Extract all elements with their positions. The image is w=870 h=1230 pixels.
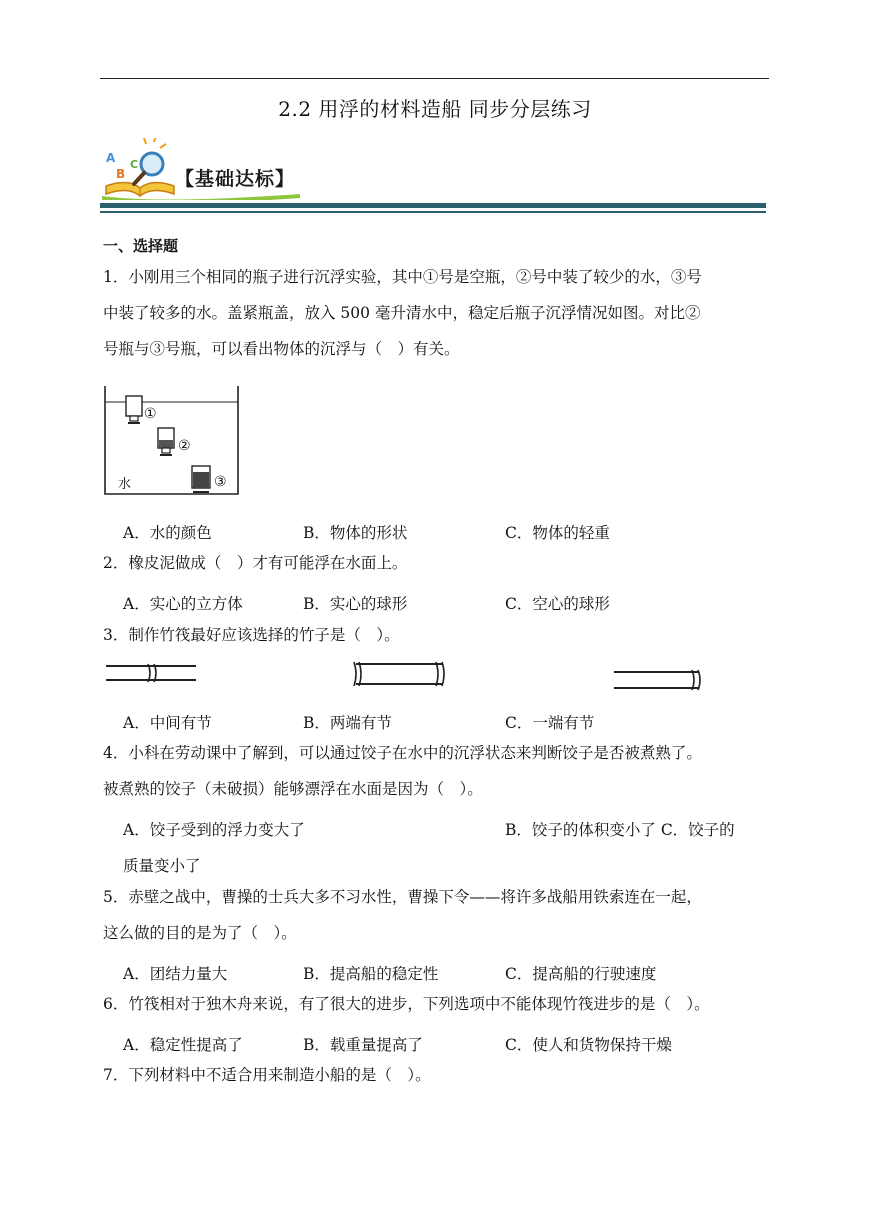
q5-line-2: 这么做的目的是为了（ ）。 (103, 924, 297, 942)
bottle-2-label: ② (178, 438, 191, 454)
q4-line-2: 被煮熟的饺子（未破损）能够漂浮在水面是因为（ ）。 (103, 780, 483, 798)
q5-line-1: 5．赤壁之战中，曹操的士兵大多不习水性，曹操下令——将许多战船用铁索连在一起， (103, 888, 702, 906)
bamboo-both-ends-node-icon (350, 658, 450, 692)
bottle-1-label: ① (144, 406, 157, 422)
bottle-3-icon (192, 466, 210, 492)
svg-text:B: B (116, 167, 126, 181)
section-rule (100, 203, 766, 208)
bottle-3-label: ③ (214, 474, 227, 490)
q3-line-1: 3．制作竹筏最好应该选择的竹子是（ ）。 (103, 626, 400, 644)
bamboo-middle-node-icon (104, 658, 200, 688)
q2-line-1: 2．橡皮泥做成（ ）才有可能浮在水面上。 (103, 554, 408, 572)
q6-line-1: 6．竹筏相对于独木舟来说，有了很大的进步，下列选项中不能体现竹筏进步的是（ ）。 (103, 995, 710, 1013)
q2-option-b[interactable]: B．实心的球形 (303, 595, 408, 613)
section-heading: 一、选择题 (103, 237, 179, 255)
q1-line-3: 号瓶与③号瓶，可以看出物体的沉浮与（ ）有关。 (103, 340, 460, 358)
bottle-2-icon (158, 428, 174, 455)
top-rule (100, 78, 769, 79)
page-title: 2.2 用浮的材料造船 同步分层练习 (278, 97, 592, 121)
q2-option-c[interactable]: C．空心的球形 (505, 595, 610, 613)
water-label: 水 (118, 477, 132, 492)
q2-option-a[interactable]: A．实心的立方体 (123, 595, 243, 613)
q5-option-b[interactable]: B．提高船的稳定性 (303, 965, 439, 983)
q6-option-a[interactable]: A．稳定性提高了 (123, 1036, 243, 1054)
q1-line-2: 中装了较多的水。盖紧瓶盖，放入 500 毫升清水中，稳定后瓶子沉浮情况如图。对比② (103, 304, 701, 322)
badge-letters: A (106, 151, 116, 165)
q5-option-c[interactable]: C．提高船的行驶速度 (505, 965, 657, 983)
q4-option-b-c[interactable]: B．饺子的体积变小了 C．饺子的 (505, 821, 735, 839)
q4-option-a[interactable]: A．饺子受到的浮力变大了 (123, 821, 305, 839)
q6-option-b[interactable]: B．载重量提高了 (303, 1036, 423, 1054)
bottle-experiment-figure (102, 380, 242, 500)
q4-option-c-continued[interactable]: 质量变小了 (123, 857, 201, 875)
bottle-1-icon (126, 396, 142, 423)
q1-option-a[interactable]: A．水的颜色 (123, 524, 212, 542)
q1-line-1: 1．小刚用三个相同的瓶子进行沉浮实验，其中①号是空瓶，②号中装了较少的水，③号 (103, 268, 702, 286)
svg-text:C: C (130, 158, 139, 171)
q1-option-b[interactable]: B．物体的形状 (303, 524, 408, 542)
bamboo-one-end-node-icon (612, 664, 704, 696)
q1-option-c[interactable]: C．物体的轻重 (505, 524, 610, 542)
section-label: 【基础达标】 (175, 168, 296, 190)
q3-option-b[interactable]: B．两端有节 (303, 714, 392, 732)
q6-option-c[interactable]: C．使人和货物保持干燥 (505, 1036, 672, 1054)
q4-line-1: 4．小科在劳动课中了解到，可以通过饺子在水中的沉浮状态来判断饺子是否被煮熟了。 (103, 744, 702, 762)
q7-line-1: 7．下列材料中不适合用来制造小船的是（ ）。 (103, 1066, 431, 1084)
q3-option-c[interactable]: C．一端有节 (505, 714, 595, 732)
q3-option-a[interactable]: A．中间有节 (123, 714, 212, 732)
q5-option-a[interactable]: A．团结力量大 (123, 965, 228, 983)
section-rule-thin (100, 211, 766, 213)
